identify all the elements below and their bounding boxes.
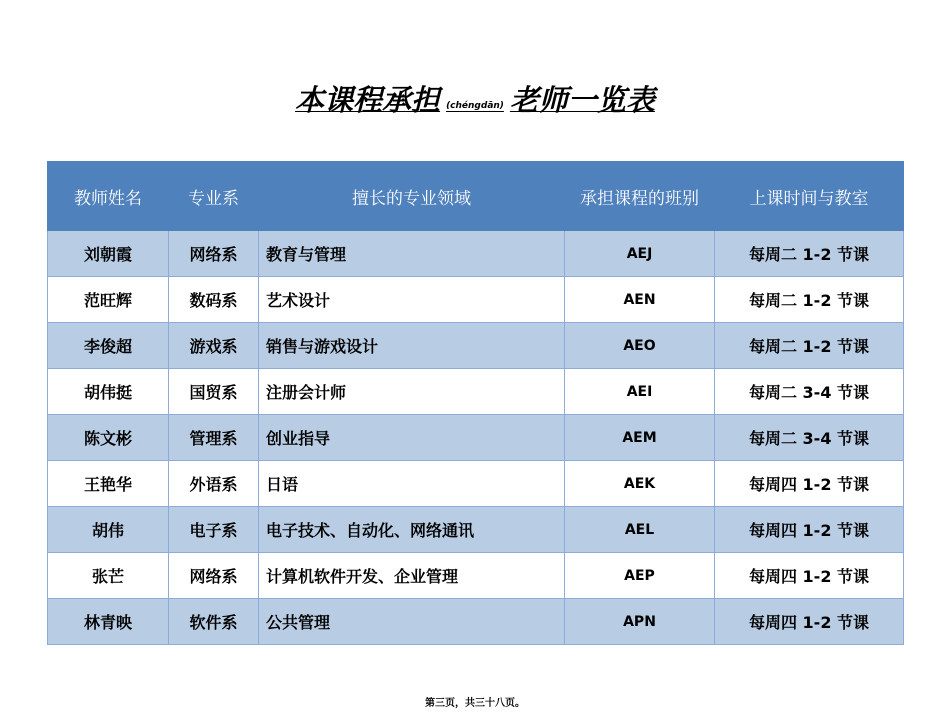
cell-name: 刘朝霞 (48, 231, 169, 277)
cell-class: AEP (565, 553, 715, 599)
cell-name: 陈文彬 (48, 415, 169, 461)
cell-time: 每周二 3-4 节课 (715, 369, 904, 415)
cell-time: 每周四 1-2 节课 (715, 507, 904, 553)
cell-time: 每周四 1-2 节课 (715, 461, 904, 507)
cell-dept: 数码系 (169, 277, 259, 323)
cell-class: AEK (565, 461, 715, 507)
cell-time: 每周四 1-2 节课 (715, 553, 904, 599)
cell-name: 胡伟 (48, 507, 169, 553)
cell-field: 电子技术、自动化、网络通讯 (259, 507, 565, 553)
cell-field: 日语 (259, 461, 565, 507)
cell-class: AEI (565, 369, 715, 415)
cell-field: 创业指导 (259, 415, 565, 461)
cell-class: AEO (565, 323, 715, 369)
teacher-table (47, 161, 904, 645)
cell-field: 教育与管理 (259, 231, 565, 277)
table-row (48, 277, 904, 323)
cell-field: 公共管理 (259, 599, 565, 645)
cell-field: 销售与游戏设计 (259, 323, 565, 369)
cell-class: AEM (565, 415, 715, 461)
table-row (48, 507, 904, 553)
cell-dept: 电子系 (169, 507, 259, 553)
page-footer: 第三页，共三十八页。 (425, 698, 525, 709)
cell-name: 王艳华 (48, 461, 169, 507)
header-department: 专业系 (169, 162, 259, 231)
cell-name: 张芒 (48, 553, 169, 599)
table-row (48, 323, 904, 369)
table-row (48, 553, 904, 599)
cell-time: 每周二 3-4 节课 (715, 415, 904, 461)
table-row (48, 369, 904, 415)
table-header-row (48, 162, 904, 231)
cell-field: 艺术设计 (259, 277, 565, 323)
cell-time: 每周四 1-2 节课 (715, 599, 904, 645)
cell-class: AEN (565, 277, 715, 323)
cell-class: AEJ (565, 231, 715, 277)
cell-time: 每周二 1-2 节课 (715, 231, 904, 277)
cell-dept: 游戏系 (169, 323, 259, 369)
table-row (48, 461, 904, 507)
header-class: 承担课程的班别 (565, 162, 715, 231)
cell-time: 每周二 1-2 节课 (715, 323, 904, 369)
header-time-room: 上课时间与教室 (715, 162, 904, 231)
header-specialty-field: 擅长的专业领域 (259, 162, 565, 231)
cell-name: 林青映 (48, 599, 169, 645)
page-title (0, 78, 950, 119)
cell-name: 李俊超 (48, 323, 169, 369)
cell-dept: 管理系 (169, 415, 259, 461)
cell-class: AEL (565, 507, 715, 553)
title-main: 本课程承担 (295, 83, 441, 117)
table-row (48, 231, 904, 277)
cell-class: APN (565, 599, 715, 645)
cell-dept: 软件系 (169, 599, 259, 645)
cell-dept: 国贸系 (169, 369, 259, 415)
cell-name: 范旺辉 (48, 277, 169, 323)
cell-name: 胡伟挺 (48, 369, 169, 415)
title-rest: 老师一览表 (509, 83, 655, 117)
cell-field: 计算机软件开发、企业管理 (259, 553, 565, 599)
table-row (48, 415, 904, 461)
cell-time: 每周二 1-2 节课 (715, 277, 904, 323)
table-row (48, 599, 904, 645)
header-teacher-name: 教师姓名 (48, 162, 169, 231)
title-pinyin: (chéngdān) (446, 101, 504, 111)
cell-dept: 网络系 (169, 231, 259, 277)
cell-dept: 外语系 (169, 461, 259, 507)
cell-field: 注册会计师 (259, 369, 565, 415)
cell-dept: 网络系 (169, 553, 259, 599)
